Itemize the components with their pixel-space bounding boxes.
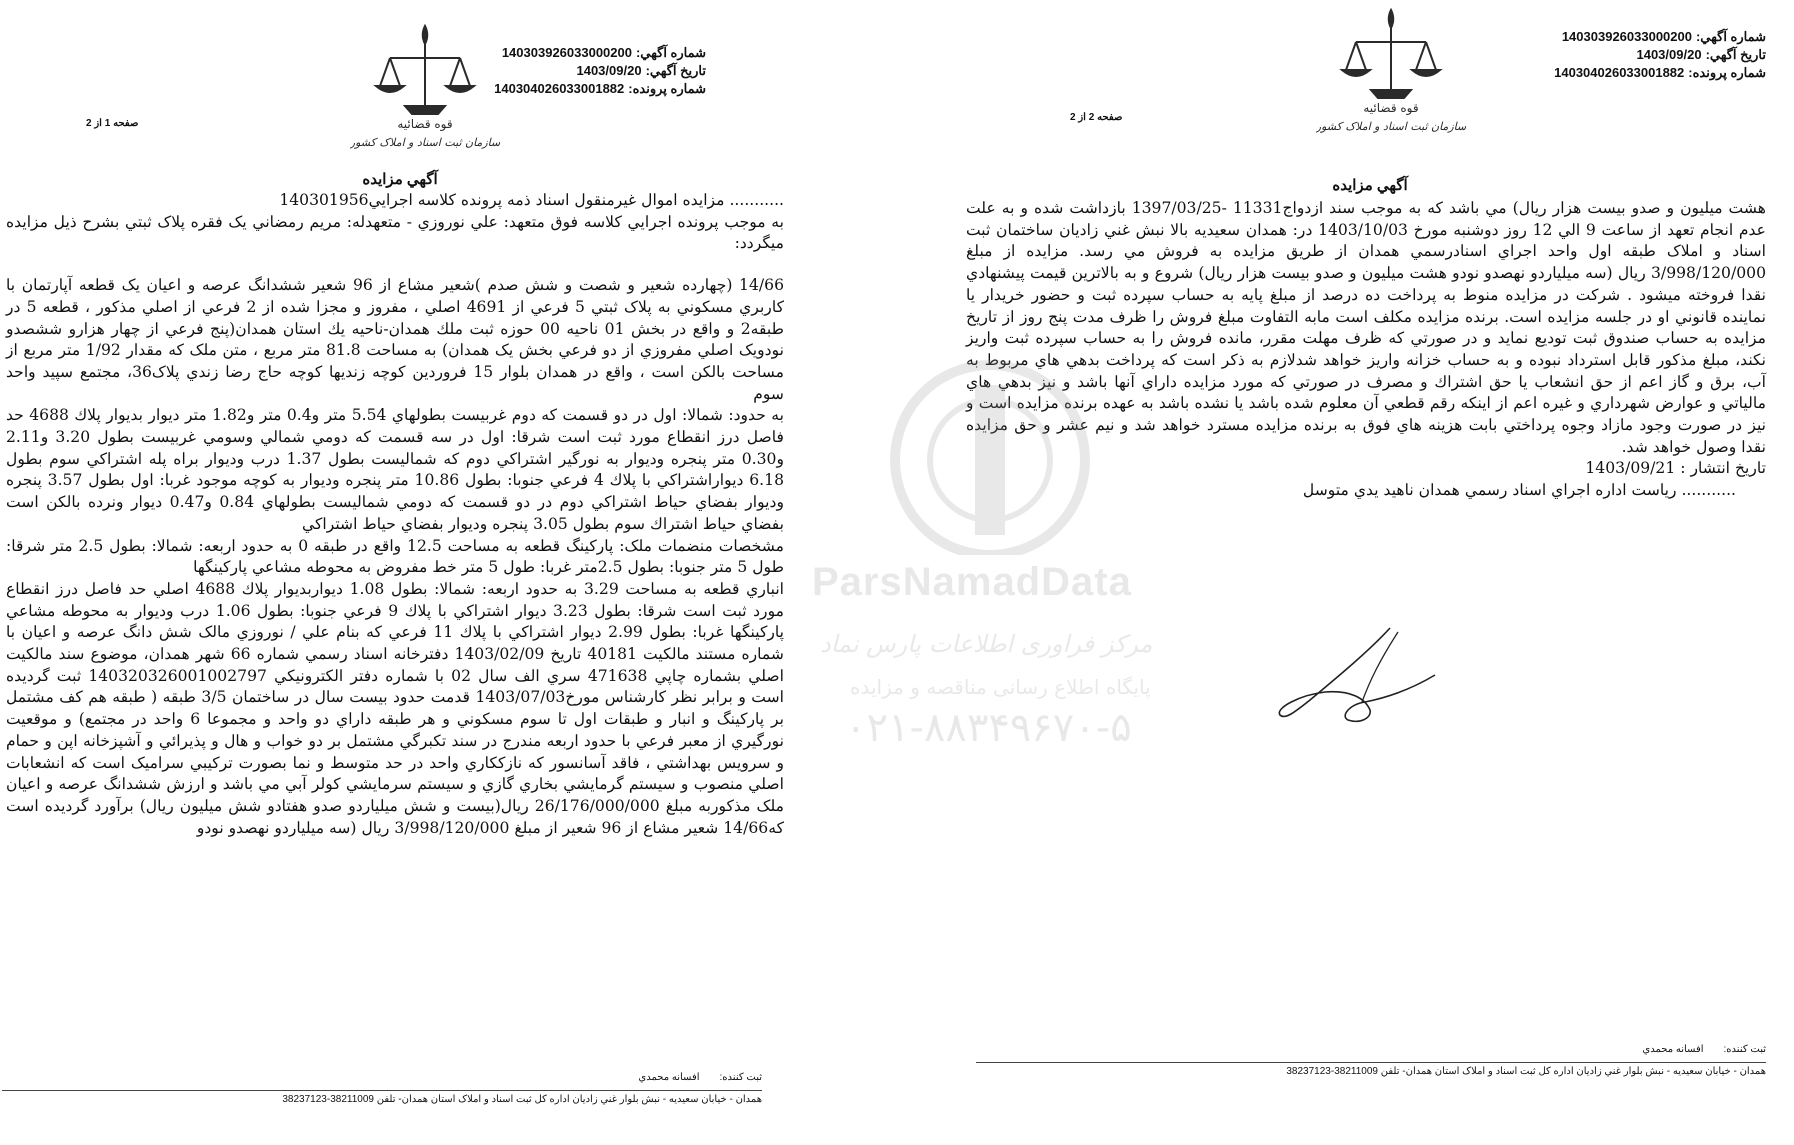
registrar-name: افسانه محمدي <box>638 1072 700 1083</box>
footer-address: همدان - خيابان سعيديه - نبش بلوار غني زاديان اداره كل ثبت اسناد و املاک استان همدان- تلفن 38211009-38237123 <box>2 1090 762 1105</box>
closing-line: ........... رياست اداره اجراي اسناد رسمي همدان ناهيد يدي متوسل <box>1302 481 1736 500</box>
judiciary-emblem-icon <box>1316 2 1466 137</box>
registrar-label: ثبت کننده: <box>719 1072 762 1083</box>
ad-date-label: تاريخ آگهي: <box>1705 47 1766 62</box>
svg-text:سازمان ثبت اسناد و املاک کشور: سازمان ثبت اسناد و املاک کشور <box>1316 120 1466 133</box>
footer-address: همدان - خيابان سعيديه - نبش بلوار غني زاديان اداره كل ثبت اسناد و املاک استان همدان- تلفن 38211009-38237123 <box>976 1062 1766 1077</box>
page-title: آگهي مزايده <box>362 171 438 188</box>
case-number: 140304026033001882 <box>494 81 625 96</box>
page-indicator: صفحه 2 از 2 <box>1070 112 1123 123</box>
watermark-line-1: مرکز فراوری اطلاعات پارس نماد <box>820 630 1153 658</box>
auction-terms: هشت ميليون و صدو بيست هزار ريال) مي باشد كه به موجب سند ازدواج11331 -1397/03/25 بازداشت شده و به علت عدم انجام تعهد از ساعت 9 الي 12 روز دوشنبه مورخ 1403/10/03 در: همدان سعيديه بالا نبش غني زاديان ساختمان ثبت اسناد و املاک طبقه اول واحد اجراي اسنادرسمي همدان از طريق مزايده به فروش مي رسد. مزايده از مبلغ 3/998/120/000 ريال (سه ميلياردو نهصدو نودو هشت ميليون و صدو بيست هزار ريال) شروع و به بالاترين قيمت پيشنهادي نقدا فروخته ميشود . شركت در مزايده منوط به پرداخت ده درصد از مبلغ پايه به حساب سپرده ثبت و حضور خريدار يا نماينده قانوني او در جلسه مزايده است. برنده مزايده مكلف است مابه التفاوت مبلغ فروش را ظرف مدت پنج روز از تاريخ مزايده به حساب صندوق ثبت توديع نمايد و در صورتي كه ظرف مهلت مقرر، مانده فروش را به حساب سپرده ثبت واريز نكند، مبلغ مذكور قابل استرداد نبوده و به حساب خزانه واريز خواهد شدلازم به ذكر است كه پرداخت بدهي هاي مربوط به آب، برق و گاز اعم از حق انشعاب يا حق اشتراك و مصرف در صورتي كه مورد مزايده داراي آنها باشد و نيز بدهي هاي مالياتي و عوارض شهرداري و غيره اعم از اينكه رقم قطعي آن معلوم شده باشد يا نشده باشد به عهده برنده مزايده است و نيز در صورت وجود مازاد وجوه پرداختي بابت هزينه هاي فوق به برنده مزايده مسترد خواهد شد و نيم عشر و حق مزايده نقدا وصول خواهد شد. <box>966 199 1766 456</box>
watermark-brand: ParsNamadData <box>812 560 1132 604</box>
case-number: 140304026033001882 <box>1554 65 1685 80</box>
svg-text:قوه قضائيه: قوه قضائيه <box>1363 101 1419 115</box>
registrar-info <box>618 1072 762 1083</box>
watermark-phone: ۰۲۱-۸۸۳۴۹۶۷۰-۵ <box>845 705 1132 751</box>
ad-date: 1403/09/20 <box>1636 47 1702 62</box>
ad-header-meta <box>446 44 706 98</box>
svg-text:قوه قضائيه: قوه قضائيه <box>397 117 453 131</box>
parking-specs: مشخصات منضمات ملک: پارکينگ قطعه به مساحت 12.5 واقع در طبقه 0 به حدود اربعه: شمالا: بطول 2.5 متر شرقا: طول 5 متر جنوبا: بطول 2.5متر غربا: طول 5 متر خط مفروض به محوطه مشاعي پارکينگها <box>6 536 784 577</box>
publish-date-value: 1403/09/21 <box>1585 459 1676 478</box>
ad-date-label: تاريخ آگهي: <box>645 63 706 78</box>
ad-date: 1403/09/20 <box>576 63 642 78</box>
ad-body-text <box>6 190 784 839</box>
document-page-2 <box>960 0 1794 1145</box>
property-description: 14/66 (چهارده شعير و شصت و شش صدم )شعير مشاع از 96 شعير ششدانگ عرصه و اعيان يک قطعه آپارتمان با کاربري مسکوني به پلاک ثبتي 5 فرعي از 4691 اصلي ، مفروز و مجزا شده از 2 فرعي از اصلي مذکور ، قطعه 5 در طبقه2 و واقع در بخش 01 ناحيه 00 حوزه ثبت ملك همدان-ناحيه يك استان همدان(پنج فرعي از چهار هزارو ششصدو نودويک اصلي مفروزي از دو فرعي بخش يک همدان) به مساحت 81.8 متر مربع ، متن ملک که مقدار 1/92 متر مربع از مساحت بالكن است ، واقع در همدان بلوار 15 فروردين كوچه زنديها كوچه حاج رضا زندي پلاک36، مجتمع سپيد واحد سوم <box>6 276 785 403</box>
ad-number-label: شماره آگهي: <box>1695 29 1766 44</box>
registrar-info <box>1622 1044 1766 1055</box>
ad-header-meta <box>1506 28 1766 82</box>
ad-number: 140303926033000200 <box>501 45 632 60</box>
publish-date-label: تاريخ انتشار : <box>1680 459 1766 478</box>
storage-specs: انباري قطعه به مساحت 3.29 به حدود اربعه: شمالا: بطول 1.08 ديواربديوار پلاك 4688 اصلي حد فاصل درز انقطاع مورد ثبت است شرقا: بطول 3.23 ديوار اشتراكي با پلاك 9 فرعي جنوبا: بطول 1.06 درب وديوار به محوطه مشاعي پاركينگها غربا: بطول 2.99 ديوار اشتراكي با پلاك 11 فرعي كه بنام علي / نوروزي مالک شش دانگ عرصه و اعيان با شماره مستند مالکيت 40181 تاريخ 1403/02/09 دفترخانه اسناد رسمي شماره 66 شهر همدان، موضوع سند مالکيت اصلي بشماره چاپي 471638 سري الف سال 02 با شماره دفتر الکترونيکي 140320326001002797 ثبت گرديده است و برابر نظر كارشناس مورخ1403/07/03 قدمت حدود بيست سال در ساختمان 3/5 طبقه ( طبقه هم كف مشتمل بر پاركينگ و انبار و طبقات اول تا سوم مسكوني و هر طبقه داراي دو واحد و مجموعا 6 واحد در مجتمع) و موقعيت نورگيري از معبر فرعي با حدود اربعه مندرج در سند تكبرگي مشتمل بر دو خواب و هال و پذيرائي و آشپزخانه اپن و حمام و سرويس بهداشتي ، فاقد آسانسور كه نازككاري واحد در حد متوسط و نما بصورت تركيبي سراميک است كه انشعابات اصلي منصوب و سيستم گرمايشي بخاري گازي و سيستم سرمايشي كولر آبي مي باشد و ارزش ششدانگ عرصه و اعيان ملک مذكوربه مبلغ 26/176/000/000 ريال(بيست و شش ميلياردو صدو هفتادو شش ميليون ريال) برآورد گرديده است كه14/66 شعير مشاع از 96 شعير از مبلغ 3/998/120/000 ريال (سه ميلياردو نهصدو نودو <box>6 579 785 837</box>
svg-text:سازمان ثبت اسناد و املاک کشور: سازمان ثبت اسناد و املاک کشور <box>350 136 500 149</box>
ad-number: 140303926033000200 <box>1561 29 1692 44</box>
auction-intro: ........... مزايده اموال غيرمنقول اسناد ذمه پرونده کلاسه اجرايي140301956 <box>279 191 784 209</box>
registrar-name: افسانه محمدي <box>1642 1044 1704 1055</box>
page-indicator: صفحه 1 از 2 <box>86 118 139 129</box>
publish-date <box>966 458 1766 480</box>
ad-body-text <box>966 198 1766 502</box>
case-number-label: شماره پرونده: <box>1688 65 1766 80</box>
handwritten-signature <box>1270 620 1450 740</box>
watermark-line-2: پایگاه اطلاع رسانی مناقصه و مزایده <box>850 675 1151 699</box>
case-parties: به موجب پرونده اجرايي کلاسه فوق متعهد: علي نوروزي - متعهدله: مريم رمضاني يک فقره پلاک ثبتي بشرح ذيل مزايده ميگردد: <box>6 212 784 253</box>
registrar-label: ثبت کننده: <box>1723 1044 1766 1055</box>
case-number-label: شماره پرونده: <box>628 81 706 96</box>
ad-number-label: شماره آگهي: <box>635 45 706 60</box>
page-title: آگهي مزايده <box>1332 177 1408 194</box>
property-boundaries: به حدود: شمالا: اول در دو قسمت که دوم غربيست بطولهاي 5.54 متر و0.4 متر و1.82 متر ديوار بديوار پلاك 4688 حد فاصل درز انقطاع مورد ثبت است شرقا: اول در سه قسمت كه دومي شمالي وسومي غربيست بطول 3.20 و2.11 و0.30 متر پنجره وديوار به نورگير اشتراكي دوم كه شماليست بطول 1.37 درب وديوار براه پله اشتراكي سوم بطول 6.18 ديواراشتراكي با پلاك 4 فرعي جنوبا: بطول 10.86 متر پنجره وديوار به كوچه موجود غربا: اول بطول 3.57 پنجره وديوار بفضاي حياط اشتراكي دوم در دو قسمت كه دومي شماليست بطولهاي 0.84 و0.47 ديوار ونرده بالكن است بفضاي حياط اشتراك سوم بطول 3.05 پنجره وديوار بفضاي حياط اشتراكي <box>6 406 784 533</box>
document-page-1 <box>0 0 790 1145</box>
